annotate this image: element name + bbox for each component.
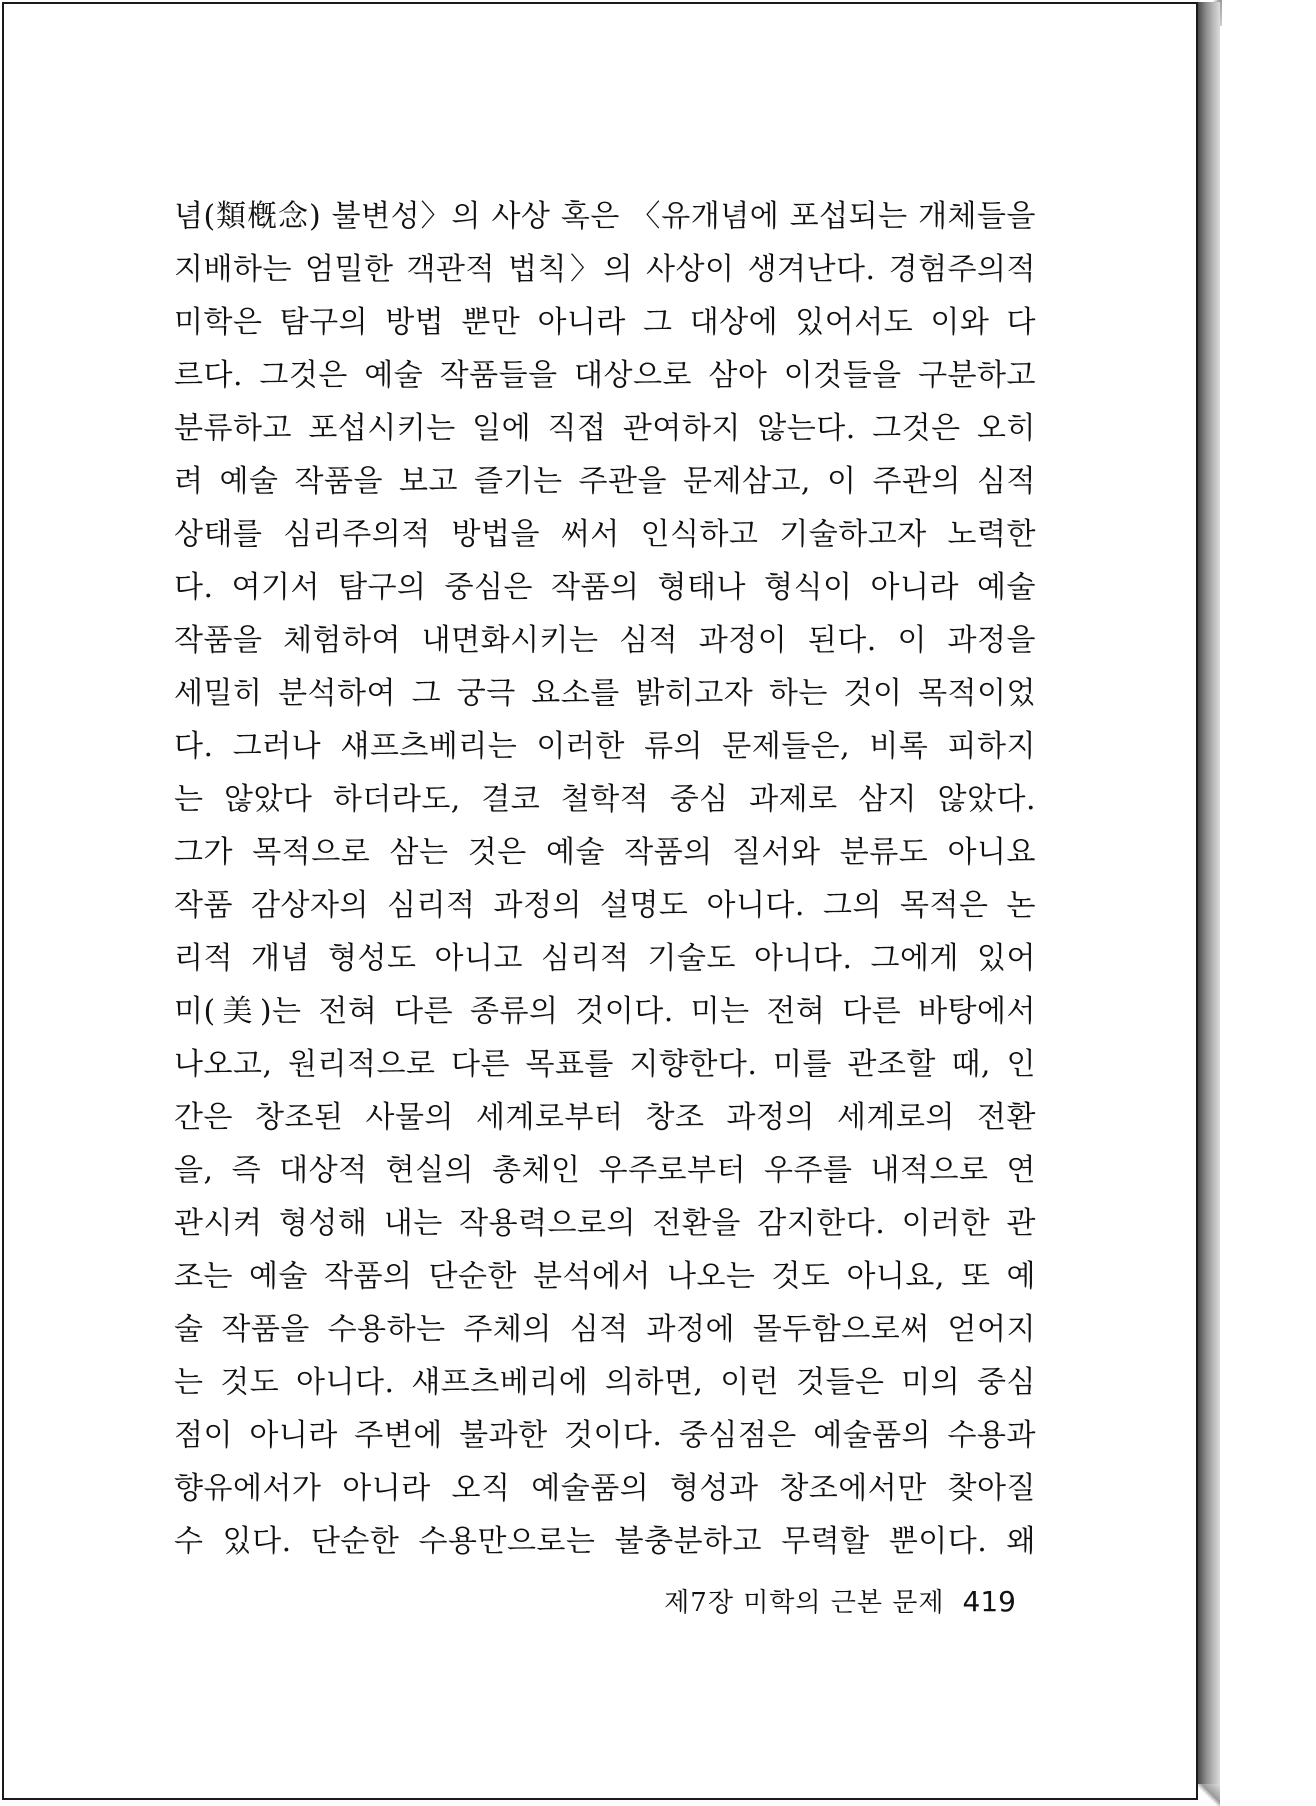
text-line: 는 것도 아니다. 섀프츠베리에 의하면, 이런 것들은 미의 중심 (174, 1365, 1036, 1400)
text-line: 향유에서가 아니라 오직 예술품의 형성과 창조에서만 찾아질 (174, 1471, 1036, 1506)
text-line: 나오고, 원리적으로 다른 목표를 지향한다. 미를 관조할 때, 인 (174, 1047, 1036, 1082)
text-line: 관시켜 형성해 내는 작용력으로의 전환을 감지한다. 이러한 관 (174, 1206, 1036, 1241)
page-number: 419 (962, 1585, 1016, 1618)
text-line: 수 있다. 단순한 수용만으로는 불충분하고 무력할 뿐이다. 왜 (174, 1524, 1036, 1559)
text-line: 분류하고 포섭시키는 일에 직접 관여하지 않는다. 그것은 오히 (174, 411, 1036, 446)
text-line: 점이 아니라 주변에 불과한 것이다. 중심점은 예술품의 수용과 (174, 1418, 1036, 1453)
book-edge (1198, 2, 1220, 1800)
text-line: 상태를 심리주의적 방법을 써서 인식하고 기술하고자 노력한 (174, 517, 1036, 552)
text-line: 조는 예술 작품의 단순한 분석에서 나오는 것도 아니요, 또 예 (174, 1259, 1036, 1294)
body-text (174, 190, 1036, 1568)
text-line: 다. 여기서 탐구의 중심은 작품의 형태나 형식이 아니라 예술 (174, 570, 1036, 605)
text-line: 르다. 그것은 예술 작품들을 대상으로 삼아 이것들을 구분하고 (174, 358, 1036, 393)
text-line: 그가 목적으로 삼는 것은 예술 작품의 질서와 분류도 아니요 (174, 835, 1036, 870)
text-line: 는 않았다 하더라도, 결코 철학적 중심 과제로 삼지 않았다. (174, 782, 1036, 817)
text-line: 지배하는 엄밀한 객관적 법칙〉의 사상이 생겨난다. 경험주의적 (174, 252, 1036, 287)
text-line: 념(類槪念) 불변성〉의 사상 혹은 〈유개념에 포섭되는 개체들을 (174, 199, 1036, 234)
text-line: 술 작품을 수용하는 주체의 심적 과정에 몰두함으로써 얻어지 (174, 1312, 1036, 1347)
chapter-title: 제7장 미학의 근본 문제 (664, 1588, 945, 1618)
text-line: 작품을 체험하여 내면화시키는 심적 과정이 된다. 이 과정을 (174, 623, 1036, 658)
running-footer (660, 1582, 1016, 1619)
text-line: 다. 그러나 섀프츠베리는 이러한 류의 문제들은, 비록 피하지 (174, 729, 1036, 764)
text-line: 리적 개념 형성도 아니고 심리적 기술도 아니다. 그에게 있어 (174, 941, 1036, 976)
text-line: 작품 감상자의 심리적 과정의 설명도 아니다. 그의 목적은 논 (174, 888, 1036, 923)
page-corner-bottom (1196, 1784, 1220, 1806)
text-line: 미학은 탐구의 방법 뿐만 아니라 그 대상에 있어서도 이와 다 (174, 305, 1036, 340)
text-line: 세밀히 분석하여 그 궁극 요소를 밝히고자 하는 것이 목적이었 (174, 676, 1036, 711)
text-line: 을, 즉 대상적 현실의 총체인 우주로부터 우주를 내적으로 연 (174, 1153, 1036, 1188)
text-line: 간은 창조된 사물의 세계로부터 창조 과정의 세계로의 전환 (174, 1100, 1036, 1135)
text-line: 미(美)는 전혀 다른 종류의 것이다. 미는 전혀 다른 바탕에서 (174, 994, 1036, 1029)
text-line: 려 예술 작품을 보고 즐기는 주관을 문제삼고, 이 주관의 심적 (174, 464, 1036, 499)
